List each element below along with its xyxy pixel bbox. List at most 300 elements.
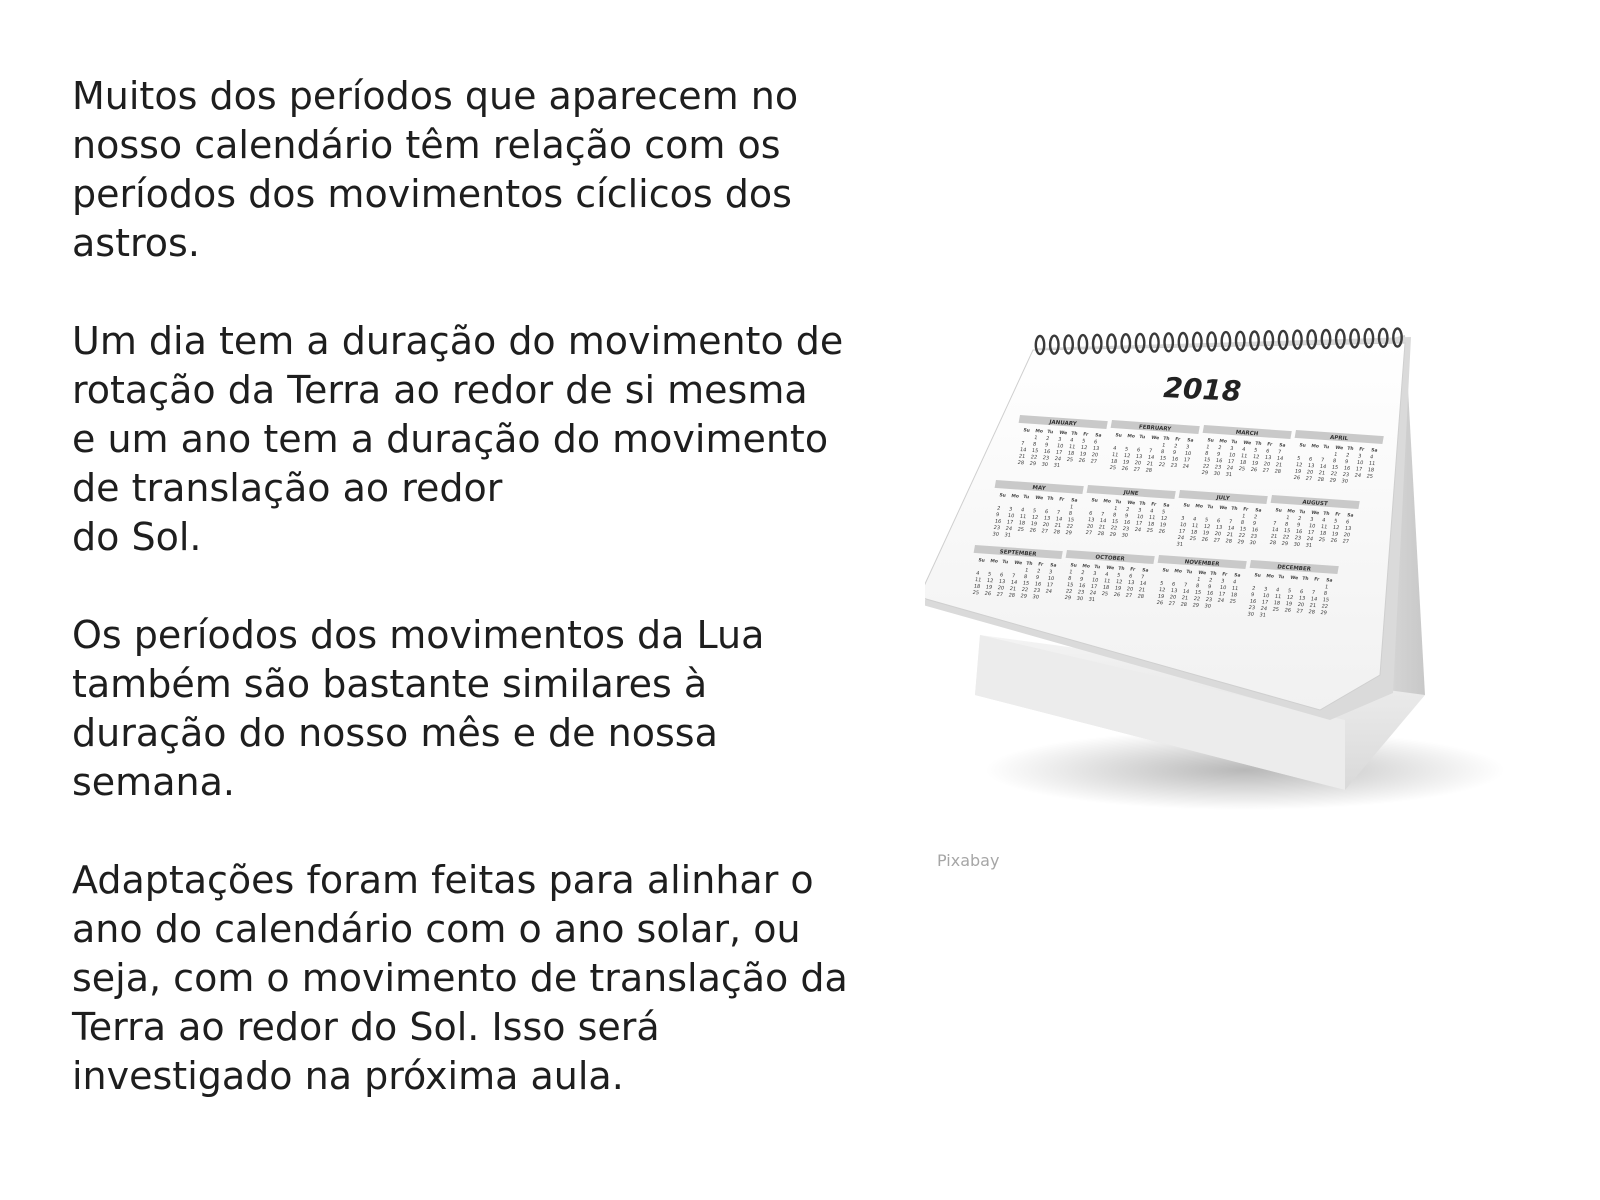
text-line: semana. xyxy=(72,760,235,804)
text-line: Os períodos dos movimentos da Lua xyxy=(72,613,765,657)
text-line: nosso calendário têm relação com os xyxy=(72,123,781,167)
day-number: 30 xyxy=(1248,540,1257,547)
day-number: 12 xyxy=(1295,462,1303,469)
day-number: 26 xyxy=(1330,537,1338,545)
day-number: 19 xyxy=(985,584,993,591)
day-number: 5 xyxy=(1287,588,1292,595)
day-number: 30 xyxy=(1120,532,1129,539)
day-number: 5 xyxy=(1032,508,1037,515)
day-number: 10 xyxy=(1007,512,1015,520)
day-number: 14 xyxy=(1271,527,1279,534)
day-number: 3 xyxy=(1229,445,1234,453)
weekday-label: Mo xyxy=(1218,439,1228,445)
day-number: 18 xyxy=(1367,467,1375,474)
weekday-label: Th xyxy=(1322,511,1330,518)
day-number: 11 xyxy=(1368,460,1376,468)
day-number: 24 xyxy=(1306,536,1314,543)
day-number: 14 xyxy=(1319,463,1327,471)
day-number: 14 xyxy=(1019,447,1027,454)
day-number: 12 xyxy=(1332,524,1340,532)
day-number: 23 xyxy=(1250,533,1258,540)
day-number: 12 xyxy=(986,577,994,585)
day-number: 5 xyxy=(1204,517,1209,524)
day-number: 23 xyxy=(1042,455,1050,462)
weekday-label: Tu xyxy=(1093,564,1101,571)
day-number: 23 xyxy=(1033,587,1041,595)
day-number: 26 xyxy=(1028,527,1037,534)
day-number: 24 xyxy=(1005,525,1013,533)
day-number: 17 xyxy=(1307,529,1315,536)
day-number: 21 xyxy=(1138,587,1146,594)
weekday-label: Tu xyxy=(1022,494,1030,501)
weekday-label: We xyxy=(1034,495,1044,502)
day-number: 22 xyxy=(1238,532,1246,540)
day-number: 4 xyxy=(1275,587,1280,594)
day-number: 17 xyxy=(1183,457,1191,464)
text-line: investigado na próxima aula. xyxy=(72,1054,624,1098)
day-number: 20 xyxy=(1134,460,1142,467)
day-number: 5 xyxy=(1296,455,1301,462)
day-number: 1 xyxy=(1033,435,1038,442)
weekday-label: Th xyxy=(1162,436,1170,443)
day-number: 28 xyxy=(1144,467,1153,474)
day-number: 19 xyxy=(1251,460,1259,467)
paragraph-astros xyxy=(72,72,852,268)
day-number: 1 xyxy=(1205,444,1210,451)
day-number: 9 xyxy=(1296,522,1301,529)
day-number: 6 xyxy=(1044,509,1049,516)
weekday-label: Sa xyxy=(1233,573,1241,579)
day-number: 13 xyxy=(1344,525,1352,533)
weekday-label: Mo xyxy=(1010,494,1020,500)
day-number: 4 xyxy=(1149,508,1154,515)
day-number: 20 xyxy=(1169,594,1177,601)
day-number: 25 xyxy=(1272,606,1280,614)
day-number: 7 xyxy=(1277,449,1282,456)
day-number: 24 xyxy=(1134,526,1142,534)
day-number: 22 xyxy=(1321,603,1329,610)
weekday-label: Su xyxy=(1161,568,1170,574)
day-number: 21 xyxy=(1009,586,1017,593)
day-number: 8 xyxy=(1160,449,1165,456)
day-number: 23 xyxy=(1205,596,1213,604)
day-number: 6 xyxy=(1345,519,1350,526)
day-number: 3 xyxy=(1008,506,1013,513)
day-number: 8 xyxy=(1068,510,1073,517)
day-number: 26 xyxy=(1283,607,1292,614)
weekday-label: Mo xyxy=(1173,569,1183,575)
day-number: 25 xyxy=(972,589,980,597)
day-number: 26 xyxy=(1201,536,1209,544)
day-number: 20 xyxy=(1091,452,1099,459)
day-number: 18 xyxy=(1147,521,1155,528)
day-number: 16 xyxy=(1206,590,1214,597)
day-number: 17 xyxy=(1135,520,1143,527)
day-number: 21 xyxy=(1275,462,1283,469)
weekday-label: Th xyxy=(1046,496,1054,503)
day-number: 31 xyxy=(1258,612,1267,619)
day-number: 12 xyxy=(1158,587,1166,594)
day-number: 15 xyxy=(1239,526,1247,533)
day-number: 19 xyxy=(1122,459,1130,466)
weekday-label: Mo xyxy=(1126,434,1136,440)
weekday-label: Mo xyxy=(1310,444,1320,450)
day-number: 27 xyxy=(1133,466,1141,474)
day-number: 9 xyxy=(1044,442,1049,449)
day-number: 30 xyxy=(1041,461,1049,469)
day-number: 28 xyxy=(1274,468,1282,475)
weekday-label: We xyxy=(1218,505,1228,512)
weekday-label: We xyxy=(1105,565,1115,572)
weekday-label: Su xyxy=(1206,438,1215,444)
day-number: 25 xyxy=(1189,535,1197,543)
day-number: 26 xyxy=(1113,591,1121,599)
weekday-label: We xyxy=(1013,560,1023,567)
day-number: 12 xyxy=(1286,594,1294,601)
day-number: 18 xyxy=(973,583,981,590)
month-name: JULY xyxy=(1215,495,1230,502)
day-number: 25 xyxy=(1229,598,1237,605)
weekday-label: Su xyxy=(1022,428,1031,434)
day-number: 19 xyxy=(1202,530,1210,537)
day-number: 6 xyxy=(1128,573,1133,580)
weekday-label: Tu xyxy=(1206,504,1214,511)
day-number: 13 xyxy=(1135,453,1143,461)
weekday-label: Tu xyxy=(1138,434,1146,441)
day-number: 28 xyxy=(1269,539,1277,547)
day-number: 3 xyxy=(1185,444,1190,451)
day-number: 3 xyxy=(1048,569,1053,576)
day-number: 14 xyxy=(1227,525,1235,532)
weekday-label: Fr xyxy=(1221,572,1228,578)
day-number: 17 xyxy=(1218,591,1226,598)
month-name: SEPTEMBER xyxy=(999,549,1037,558)
weekday-label: Fr xyxy=(1058,497,1065,503)
day-number: 26 xyxy=(1156,599,1164,607)
day-number: 1 xyxy=(1024,567,1029,574)
day-number: 29 xyxy=(1281,540,1289,548)
day-number: 10 xyxy=(1262,592,1270,600)
day-number: 31 xyxy=(1225,471,1233,479)
day-number: 11 xyxy=(1231,585,1239,593)
day-number: 28 xyxy=(1180,601,1188,609)
day-number: 13 xyxy=(1170,587,1178,595)
day-number: 18 xyxy=(1319,530,1327,537)
weekday-label: Fr xyxy=(1358,447,1365,453)
day-number: 18 xyxy=(1110,458,1118,465)
day-number: 30 xyxy=(1213,470,1221,478)
day-number: 22 xyxy=(1202,463,1210,470)
day-number: 2 xyxy=(1045,435,1050,443)
day-number: 27 xyxy=(1342,538,1350,545)
weekday-label: Su xyxy=(1274,508,1283,514)
day-number: 20 xyxy=(1343,532,1351,539)
day-number: 20 xyxy=(1126,586,1134,593)
day-number: 10 xyxy=(1356,459,1364,467)
day-number: 27 xyxy=(1085,529,1093,537)
day-number: 5 xyxy=(1081,438,1086,445)
day-number: 11 xyxy=(1240,453,1248,460)
day-number: 30 xyxy=(1031,594,1040,601)
day-number: 11 xyxy=(1191,522,1199,530)
day-number: 2 xyxy=(1297,515,1302,523)
day-number: 9 xyxy=(1079,576,1084,583)
day-number: 17 xyxy=(1090,583,1098,591)
day-number: 11 xyxy=(974,577,982,584)
day-number: 22 xyxy=(1021,586,1029,594)
weekday-label: Su xyxy=(1298,443,1307,449)
text-line: de translação ao redor xyxy=(72,466,503,510)
day-number: 12 xyxy=(1123,452,1131,460)
day-number: 20 xyxy=(1214,531,1222,538)
day-number: 11 xyxy=(1274,593,1282,601)
day-number: 25 xyxy=(1238,466,1246,473)
text-line: Terra ao redor do Sol. Isso será xyxy=(72,1005,660,1049)
day-number: 17 xyxy=(1046,582,1054,589)
day-number: 22 xyxy=(1330,471,1338,478)
day-number: 25 xyxy=(1146,527,1154,535)
day-number: 10 xyxy=(1228,452,1236,459)
year-label: 2018 xyxy=(1162,371,1243,409)
day-number: 19 xyxy=(1285,601,1293,608)
weekday-label: Sa xyxy=(1186,438,1194,444)
weekday-label: Fr xyxy=(1082,432,1089,438)
weekday-label: Th xyxy=(1209,571,1217,578)
weekday-label: Su xyxy=(977,558,986,564)
day-number: 19 xyxy=(1159,522,1167,529)
weekday-label: Tu xyxy=(1322,444,1330,451)
weekday-label: We xyxy=(1310,510,1320,517)
text-line: do Sol. xyxy=(72,515,202,559)
day-number: 14 xyxy=(1147,454,1155,461)
day-number: 2 xyxy=(1173,443,1178,450)
weekday-label: Fr xyxy=(1150,502,1157,508)
day-number: 7 xyxy=(1320,457,1325,464)
day-number: 19 xyxy=(1030,521,1038,528)
day-number: 20 xyxy=(997,585,1005,592)
day-number: 13 xyxy=(1215,524,1223,531)
day-number: 1 xyxy=(1324,584,1329,591)
weekday-label: Sa xyxy=(1049,563,1057,569)
day-number: 1 xyxy=(1333,451,1338,458)
day-number: 10 xyxy=(1047,575,1055,583)
day-number: 9 xyxy=(1172,449,1177,457)
weekday-label: Th xyxy=(1230,506,1238,513)
day-number: 31 xyxy=(1003,532,1012,539)
day-number: 24 xyxy=(1089,590,1097,597)
day-number: 22 xyxy=(1282,534,1290,541)
day-number: 15 xyxy=(1111,518,1119,526)
day-number: 18 xyxy=(1273,600,1281,607)
day-number: 26 xyxy=(1158,528,1166,535)
day-number: 15 xyxy=(1194,589,1202,596)
day-number: 12 xyxy=(1080,444,1088,452)
day-number: 6 xyxy=(1088,510,1093,517)
day-number: 29 xyxy=(1191,602,1200,609)
weekday-label: Th xyxy=(1070,431,1078,438)
text-line: Muitos dos períodos que aparecem no xyxy=(72,74,799,118)
day-number: 7 xyxy=(1020,440,1025,447)
day-number: 10 xyxy=(1136,514,1144,521)
day-number: 2 xyxy=(1217,445,1222,452)
day-number: 6 xyxy=(1299,589,1304,596)
weekday-label: Th xyxy=(1301,576,1309,583)
day-number: 6 xyxy=(1171,581,1176,588)
month-name: JUNE xyxy=(1123,490,1139,497)
weekday-label: Mo xyxy=(989,559,999,565)
day-number: 10 xyxy=(1056,443,1064,450)
day-number: 21 xyxy=(1270,533,1278,540)
day-number: 10 xyxy=(1179,522,1187,529)
day-number: 4 xyxy=(1241,446,1246,453)
day-number: 30 xyxy=(1076,595,1084,603)
day-number: 25 xyxy=(1318,536,1326,544)
day-number: 13 xyxy=(1264,454,1272,462)
day-number: 21 xyxy=(1309,602,1317,610)
day-number: 23 xyxy=(1122,526,1130,533)
day-number: 4 xyxy=(1069,437,1074,444)
day-number: 28 xyxy=(1307,609,1316,616)
day-number: 23 xyxy=(1248,604,1256,612)
day-number: 14 xyxy=(1276,455,1284,463)
day-number: 17 xyxy=(1006,519,1014,526)
day-number: 4 xyxy=(1104,571,1109,578)
day-number: 1 xyxy=(1069,504,1074,511)
month-name: OCTOBER xyxy=(1094,554,1126,563)
day-number: 2 xyxy=(1253,514,1258,521)
weekday-label: Fr xyxy=(1313,577,1320,583)
text-line: seja, com o movimento de translação da xyxy=(72,956,848,1000)
day-number: 7 xyxy=(1183,582,1188,589)
day-number: 26 xyxy=(1293,474,1301,482)
day-number: 4 xyxy=(1232,579,1237,586)
weekday-label: Tu xyxy=(1298,509,1306,516)
day-number: 24 xyxy=(1354,472,1362,480)
day-number: 7 xyxy=(1056,509,1061,517)
weekday-label: Mo xyxy=(1286,509,1296,515)
day-number: 27 xyxy=(1168,600,1176,608)
day-number: 15 xyxy=(1283,527,1291,535)
day-number: 19 xyxy=(1294,468,1302,475)
day-number: 30 xyxy=(1340,478,1349,485)
day-number: 2 xyxy=(1345,452,1350,459)
day-number: 8 xyxy=(1284,521,1289,528)
day-number: 10 xyxy=(1219,584,1227,592)
day-number: 27 xyxy=(1212,537,1221,544)
day-number: 17 xyxy=(1178,528,1186,535)
day-number: 30 xyxy=(991,531,1000,538)
weekday-label: We xyxy=(1126,500,1136,507)
day-number: 16 xyxy=(1034,581,1042,588)
day-number: 3 xyxy=(1220,578,1225,585)
day-number: 21 xyxy=(1318,470,1326,477)
weekday-label: We xyxy=(1334,445,1344,452)
day-number: 29 xyxy=(1236,539,1245,546)
text-line: períodos dos movimentos cíclicos dos xyxy=(72,172,792,216)
day-number: 29 xyxy=(1019,593,1028,600)
weekday-label: Tu xyxy=(1185,569,1193,576)
text-line: também são bastante similares à xyxy=(72,662,708,706)
day-number: 3 xyxy=(1180,515,1185,522)
day-number: 11 xyxy=(1019,513,1027,521)
day-number: 22 xyxy=(1065,588,1073,595)
day-number: 4 xyxy=(1192,516,1197,523)
day-number: 9 xyxy=(1207,584,1212,591)
day-number: 23 xyxy=(1214,464,1222,471)
desk-calendar-icon xyxy=(925,315,1505,835)
day-number: 25 xyxy=(1101,591,1109,598)
day-number: 15 xyxy=(1022,580,1030,587)
day-number: 29 xyxy=(1109,531,1117,539)
day-number: 28 xyxy=(1017,459,1025,467)
day-number: 8 xyxy=(1195,583,1200,590)
weekday-label: Mo xyxy=(1265,574,1275,580)
day-number: 7 xyxy=(1148,448,1153,455)
day-number: 7 xyxy=(1272,520,1277,527)
day-number: 10 xyxy=(1091,577,1099,584)
day-number: 11 xyxy=(1103,578,1111,585)
day-number: 22 xyxy=(1193,596,1201,603)
day-number: 26 xyxy=(984,590,992,598)
day-number: 28 xyxy=(1137,593,1145,600)
day-number: 16 xyxy=(1043,448,1051,456)
day-number: 12 xyxy=(1115,579,1123,586)
weekday-label: Mo xyxy=(1102,499,1112,505)
day-number: 9 xyxy=(1252,520,1257,527)
day-number: 31 xyxy=(1088,596,1096,604)
day-number: 7 xyxy=(1100,511,1105,518)
month-name: MAY xyxy=(1031,485,1047,492)
day-number: 21 xyxy=(1098,524,1106,531)
day-number: 1 xyxy=(1161,442,1166,449)
day-number: 25 xyxy=(1017,526,1025,534)
day-number: 5 xyxy=(1253,447,1258,454)
day-number: 6 xyxy=(999,572,1004,579)
day-number: 21 xyxy=(1226,531,1234,539)
day-number: 25 xyxy=(1366,473,1374,480)
day-number: 12 xyxy=(1252,454,1260,461)
weekday-label: Sa xyxy=(1254,508,1262,514)
day-number: 12 xyxy=(1160,515,1168,523)
day-number: 7 xyxy=(1140,574,1145,581)
day-number: 6 xyxy=(1136,447,1141,454)
day-number: 19 xyxy=(1157,593,1165,600)
day-number: 7 xyxy=(1011,573,1016,580)
month-name: NOVEMBER xyxy=(1184,559,1220,568)
day-number: 14 xyxy=(1182,588,1190,596)
text-line: astros. xyxy=(72,221,200,265)
day-number: 16 xyxy=(1123,519,1131,526)
day-number: 17 xyxy=(1355,466,1363,473)
day-number: 9 xyxy=(1344,459,1349,466)
day-number: 5 xyxy=(1161,509,1166,516)
day-number: 13 xyxy=(1043,515,1051,522)
day-number: 13 xyxy=(1127,579,1135,587)
day-number: 14 xyxy=(1055,516,1063,523)
weekday-label: Th xyxy=(1254,441,1262,448)
day-number: 5 xyxy=(987,571,992,578)
body-text xyxy=(72,72,852,1101)
paragraph-dia-ano xyxy=(72,317,852,562)
day-number: 16 xyxy=(1215,457,1223,465)
day-number: 22 xyxy=(1110,525,1118,532)
day-number: 29 xyxy=(1064,594,1072,602)
paragraph-adaptacoes xyxy=(72,856,852,1101)
day-number: 11 xyxy=(1111,452,1119,459)
day-number: 15 xyxy=(1203,457,1211,464)
day-number: 30 xyxy=(1203,603,1212,610)
day-number: 3 xyxy=(1137,507,1142,514)
